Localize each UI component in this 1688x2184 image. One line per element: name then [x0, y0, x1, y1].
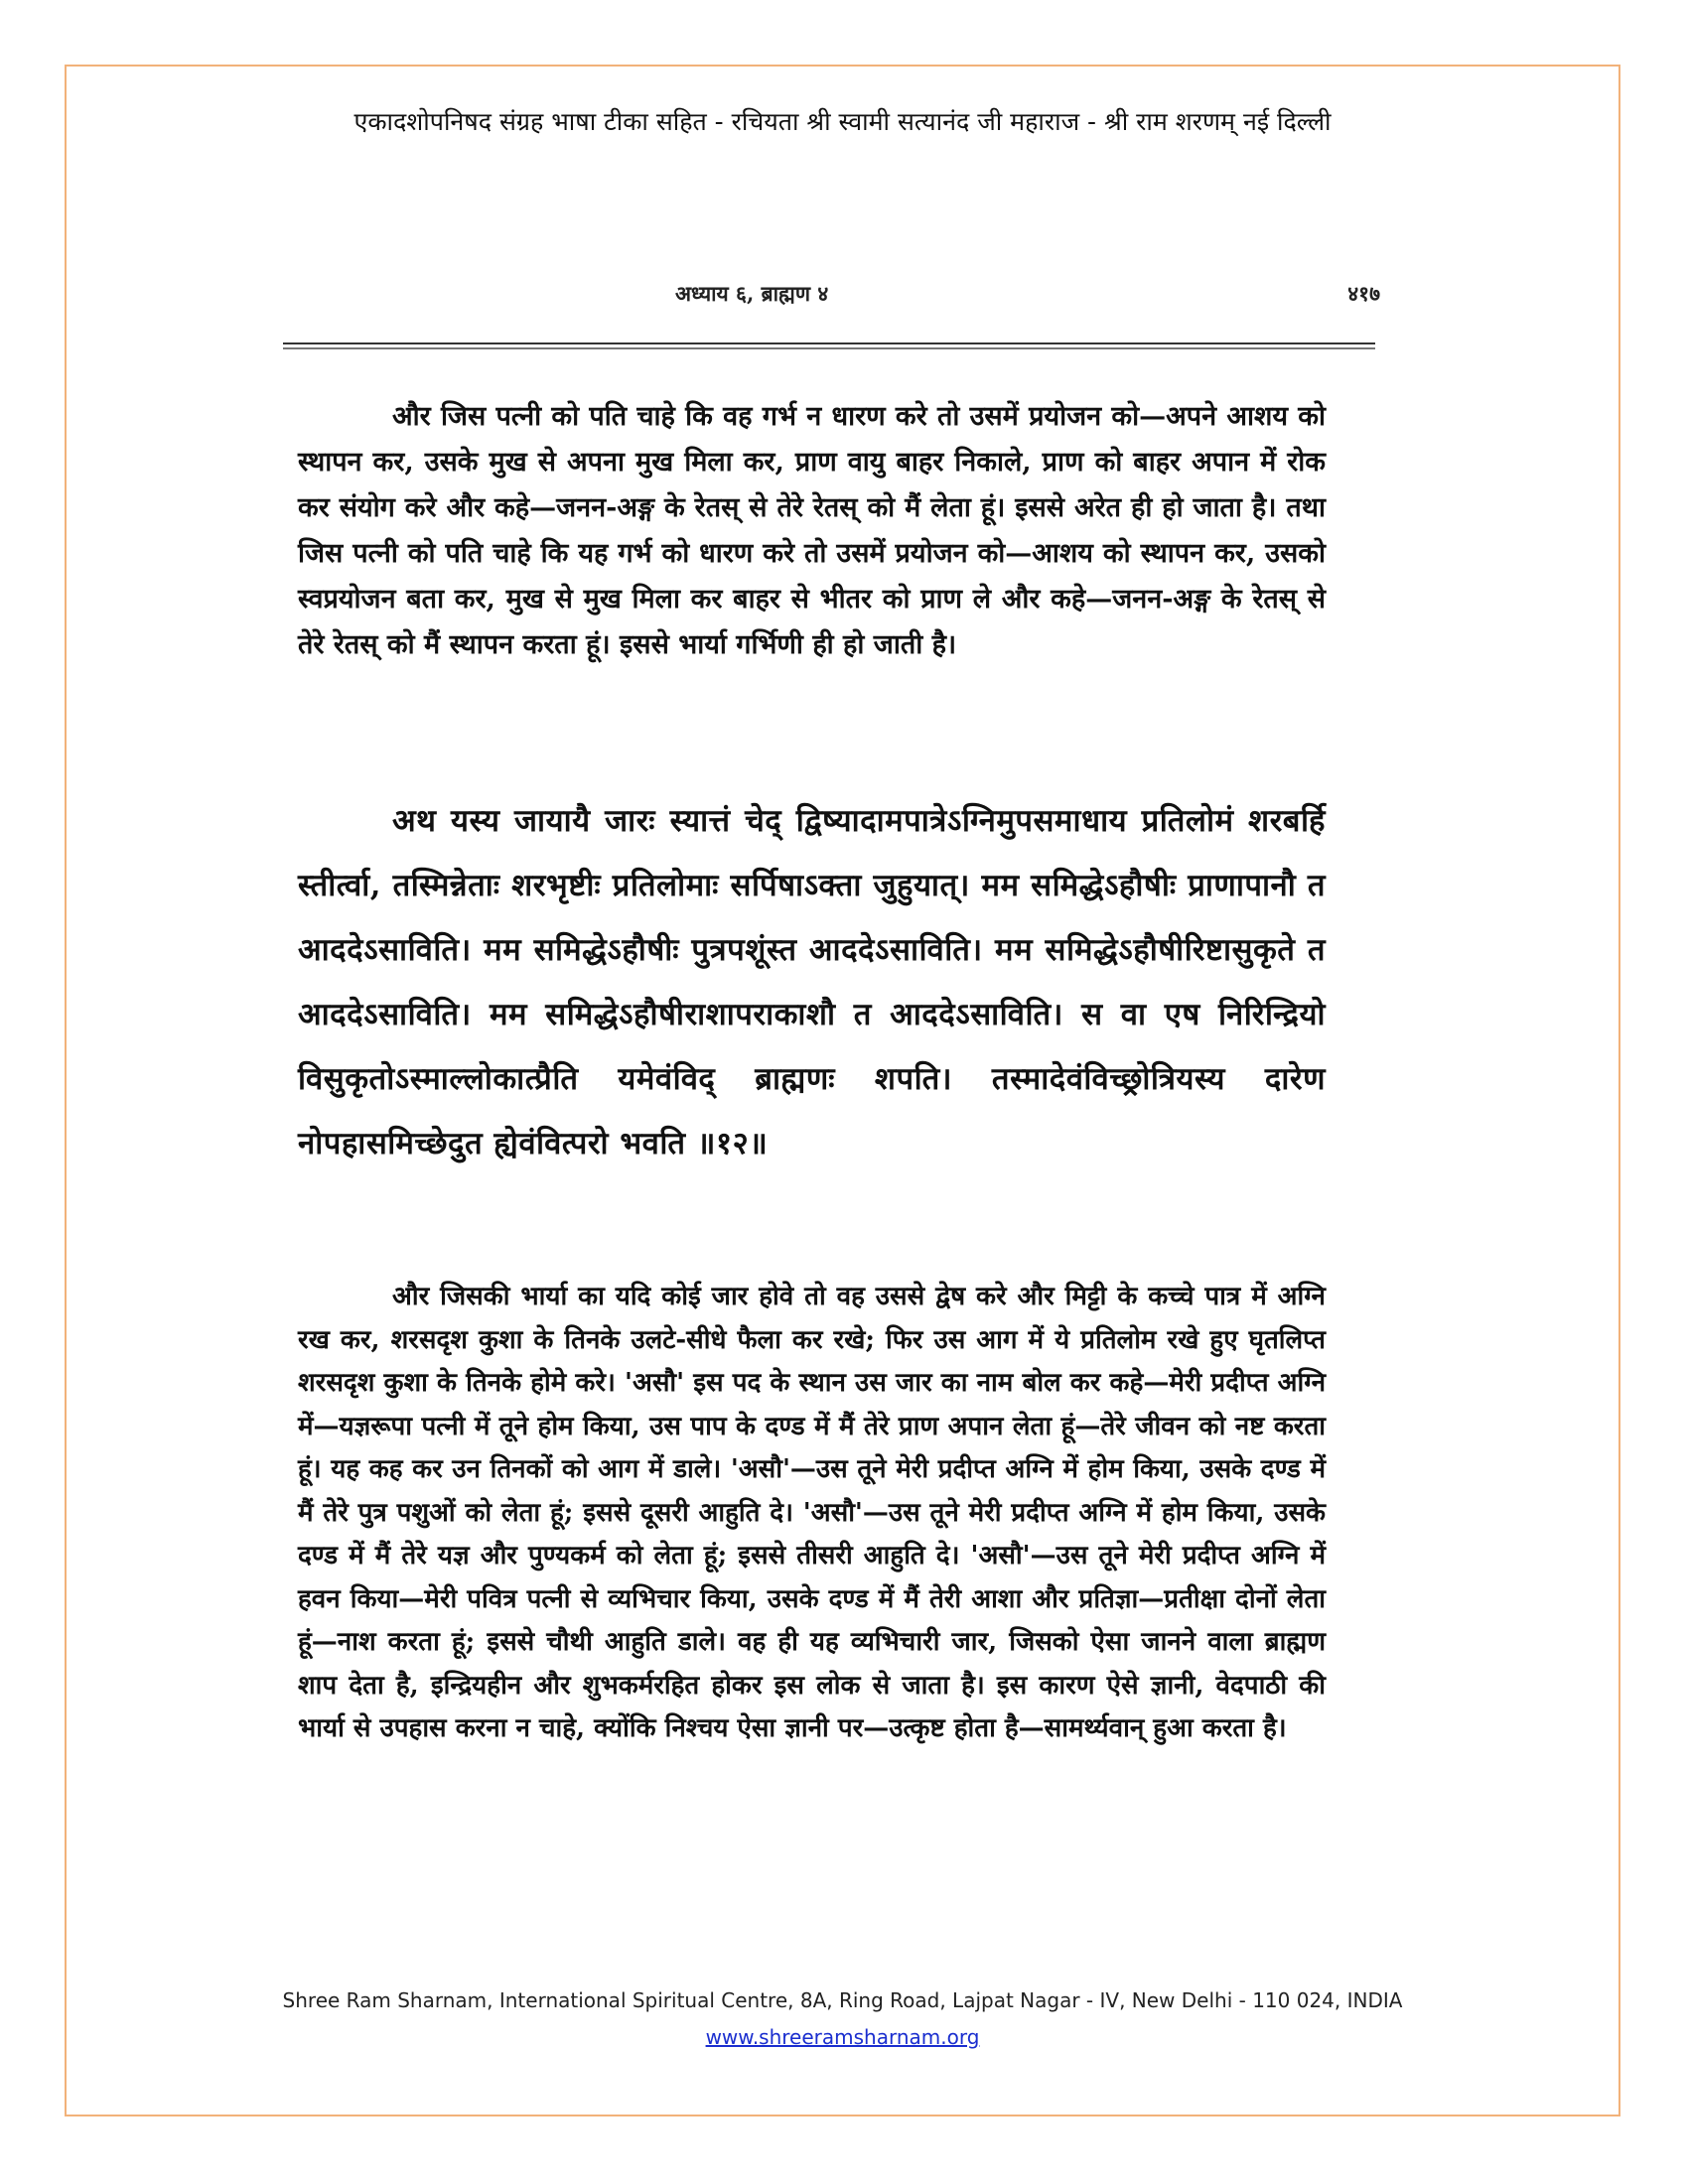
sanskrit-verse: अथ यस्य जायायै जारः स्यात्तं चेद् द्विष्यादामपात्रेऽग्निमुपसमाधाय प्रतिलोमं शरबर्हि स्तीर्त्वा, तस्मिन्नेताः शरभृष्टीः प्रतिलोमाः सर्पिषाऽक्ता जुहुयात्। मम समिद्धेऽहौषीः प्राणापानौ त आददेऽसाविति। मम समिद्धेऽहौषीः पुत्रपशूंस्त आददेऽसाविति। मम समिद्धेऽहौषीरिष्टासुकृते त आददेऽसाविति। मम समिद्धेऽहौषीराशापराकाशौ त आददेऽसाविति। स वा एष निरिन्द्रियो विसुकृतोऽस्माल्लोकात्प्रैति यमेवंविद् ब्राह्मणः शपति। तस्मादेवंविच्छ्रोत्रियस्य दारेण नोपहासमिच्छेदुत ह्येवंवित्परो भवति ॥१२॥ — [298, 803, 1326, 1161]
page-header: एकादशोपनिषद संग्रह भाषा टीका सहित - रचियता श्री स्वामी सत्यानंद जी महाराज - श्री राम शरणम् नई दिल्ली — [353, 107, 1332, 136]
header-rule — [283, 342, 1375, 344]
footer-address: Shree Ram Sharnam, International Spiritual Centre, 8A, Ring Road, Lajpat Nagar - IV, New Delhi - 110 024, INDIA — [282, 1988, 1403, 2012]
website-link[interactable]: www.shreeramsharnam.org — [705, 2025, 980, 2049]
page-number: ४१७ — [1347, 281, 1380, 306]
running-head-title: अध्याय ६, ब्राह्मण ४ — [675, 281, 829, 306]
hindi-paragraph-1: और जिस पत्नी को पति चाहे कि वह गर्भ न धारण करे तो उसमें प्रयोजन को—अपने आशय को स्थापन कर, उसके मुख से अपना मुख मिला कर, प्राण वायु बाहर निकाले, प्राण को बाहर अपान में रोक कर संयोग करे और कहे—जनन-अङ्ग के रेतस् से तेरे रेतस् को मैं लेता हूं। इससे अरेत ही हो जाता है। तथा जिस पत्नी को पति चाहे कि यह गर्भ को धारण करे तो उसमें प्रयोजन को—आशय को स्थापन कर, उसको स्वप्रयोजन बता कर, मुख से मुख मिला कर बाहर से भीतर को प्राण ले और कहे—जनन-अङ्ग के रेतस् से तेरे रेतस् को मैं स्थापन करता हूं। इससे भार्या गर्भिणी ही हो जाती है। — [298, 401, 1326, 660]
footer-website-container — [65, 2025, 1620, 2049]
hindi-paragraph-2: और जिसकी भार्या का यदि कोई जार होवे तो वह उससे द्वेष करे और मिट्टी के कच्चे पात्र में अग्नि रख कर, शरसदृश कुशा के तिनके उलटे-सीधे फैला कर रखे; फिर उस आग में ये प्रतिलोम रखे हुए घृतलिप्त शरसदृश कुशा के तिनके होमे करे। 'असौ' इस पद के स्थान उस जार का नाम बोल कर कहे—मेरी प्रदीप्त अग्नि में—यज्ञरूपा पत्नी में तूने होम किया, उस पाप के दण्ड में मैं तेरे प्राण अपान लेता हूं—तेरे जीवन को नष्ट करता हूं। यह कह कर उन तिनकों को आग में डाले। 'असौ'—उस तूने मेरी प्रदीप्त अग्नि में होम किया, उसके दण्ड में मैं तेरे पुत्र पशुओं को लेता हूं; इससे दूसरी आहुति दे। 'असौ'—उस तूने मेरी प्रदीप्त अग्नि में होम किया, उसके दण्ड में मैं तेरे यज्ञ और पुण्यकर्म को लेता हूं; इससे तीसरी आहुति दे। 'असौ'—उस तूने मेरी प्रदीप्त अग्नि में हवन किया—मेरी पवित्र पत्नी से व्यभिचार किया, उसके दण्ड में मैं तेरी आशा और प्रतिज्ञा—प्रतीक्षा दोनों लेता हूं—नाश करता हूं; इससे चौथी आहुति डाले। वह ही यह व्यभिचारी जार, जिसको ऐसा जानने वाला ब्राह्मण शाप देता है, इन्द्रियहीन और शुभकर्मरहित होकर इस लोक से जाता है। इस कारण ऐसे ज्ञानी, वेदपाठी की भार्या से उपहास करना न चाहे, क्योंकि निश्चय ऐसा ज्ञानी पर—उत्कृष्ट होता है—सामर्थ्यवान् हुआ करता है। — [298, 1282, 1326, 1743]
